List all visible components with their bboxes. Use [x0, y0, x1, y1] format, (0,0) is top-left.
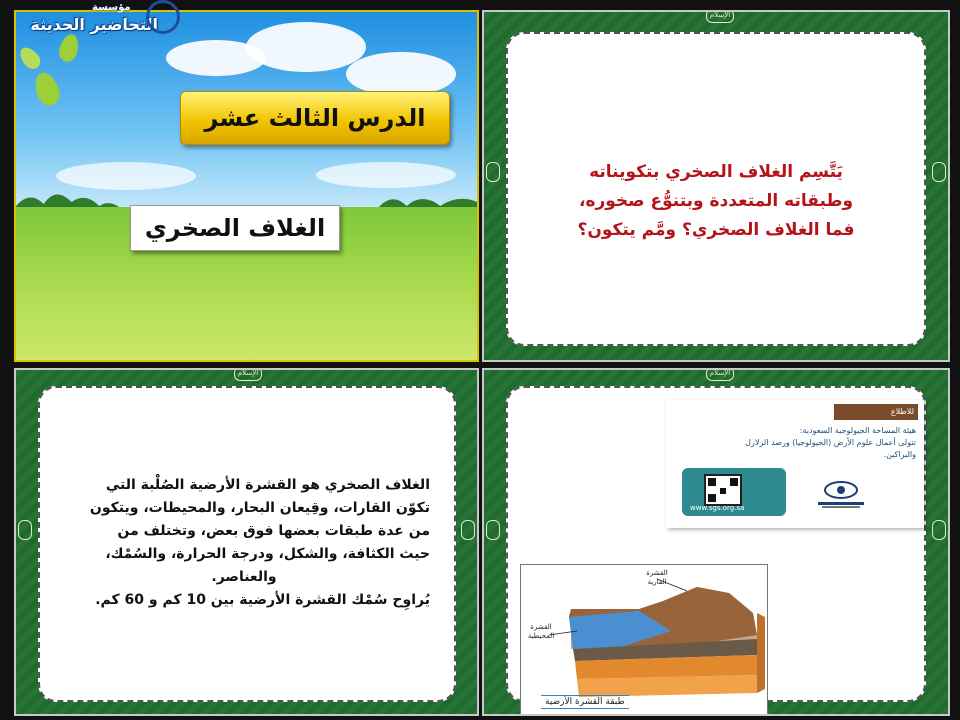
info-box	[666, 400, 924, 528]
cloud	[346, 52, 456, 96]
sgs-logo-icon	[812, 480, 870, 510]
definition-card	[38, 386, 456, 702]
slide-title	[14, 10, 479, 362]
logo-mark-icon	[146, 0, 180, 34]
frame-side-ornament	[18, 520, 32, 540]
qr-code-icon	[704, 474, 742, 506]
frame-side-ornament	[461, 520, 475, 540]
definition-line: تكوّن القارات، وقِيعان البحار، والمحيطات، ويتكون	[89, 500, 430, 516]
definition-line: والعناصر.	[211, 569, 277, 585]
info-line: والبراكين.	[883, 450, 916, 459]
definition-line: الغلاف الصخري هو القشرة الأرضية الصُلْبة التي	[105, 477, 430, 493]
frame-side-ornament	[932, 520, 946, 540]
lesson-title-plate	[130, 205, 340, 251]
question-card	[506, 32, 926, 346]
frame-ornament: الإسلام	[234, 368, 262, 381]
logo-tagline: مؤسسة	[92, 2, 131, 13]
crust-diagram	[520, 564, 768, 716]
frame-side-ornament	[486, 520, 500, 540]
frame-side-ornament	[932, 162, 946, 182]
diagram-card	[506, 386, 926, 707]
definition-line: من عدة طبقات بعضها فوق بعض، وتختلف من	[117, 523, 430, 539]
label-oceanic-crust: القشرة المحيطية	[527, 623, 555, 640]
sgs-url: www.sgs.org.sa	[690, 504, 745, 512]
question-text	[508, 158, 924, 245]
lesson-title: الغلاف الصخري	[144, 214, 326, 242]
cloud	[166, 40, 266, 76]
question-line: فما الغلاف الصخري؟ ومَّم يتكون؟	[577, 220, 855, 240]
slide-question	[482, 10, 950, 362]
question-line: وطبقاته المتعددة وبتنوُّع صخوره،	[578, 191, 854, 211]
frame-ornament: الإسلام	[706, 368, 734, 381]
slide-definition	[14, 368, 479, 716]
label-continental-crust: القشرة القارية	[646, 569, 668, 586]
diagram-caption: طبقة القشرة الأرضية	[541, 695, 629, 709]
definition-line: حيث الكثافة، والشكل، ودرجة الحرارة، والسُمْك،	[105, 546, 430, 562]
logo-name: التحاضير الحديثة	[30, 15, 158, 34]
definition-line: يُراوِح سُمْك القشرة الأرضية بين 10 كم و 60 كم.	[95, 592, 430, 608]
publisher-logo	[0, 0, 180, 44]
lesson-number: الدرس الثالث عشر	[204, 104, 426, 132]
info-header: للاطلاع	[834, 404, 918, 420]
frame-side-ornament	[486, 162, 500, 182]
info-line: تتولى أعمال علوم الأرض (الجيولوجيا) ورصد الزلازل	[745, 438, 916, 447]
lesson-number-plate	[180, 91, 450, 145]
frame-ornament: الإسلام	[706, 10, 734, 23]
definition-text	[58, 474, 430, 612]
info-line: هيئة المساحة الجيولوجية السعودية:	[799, 426, 916, 435]
question-line: يَتَّسِم الغلاف الصخري بتكويناته	[589, 162, 843, 182]
cloud	[246, 22, 366, 72]
slide-diagram	[482, 368, 950, 716]
